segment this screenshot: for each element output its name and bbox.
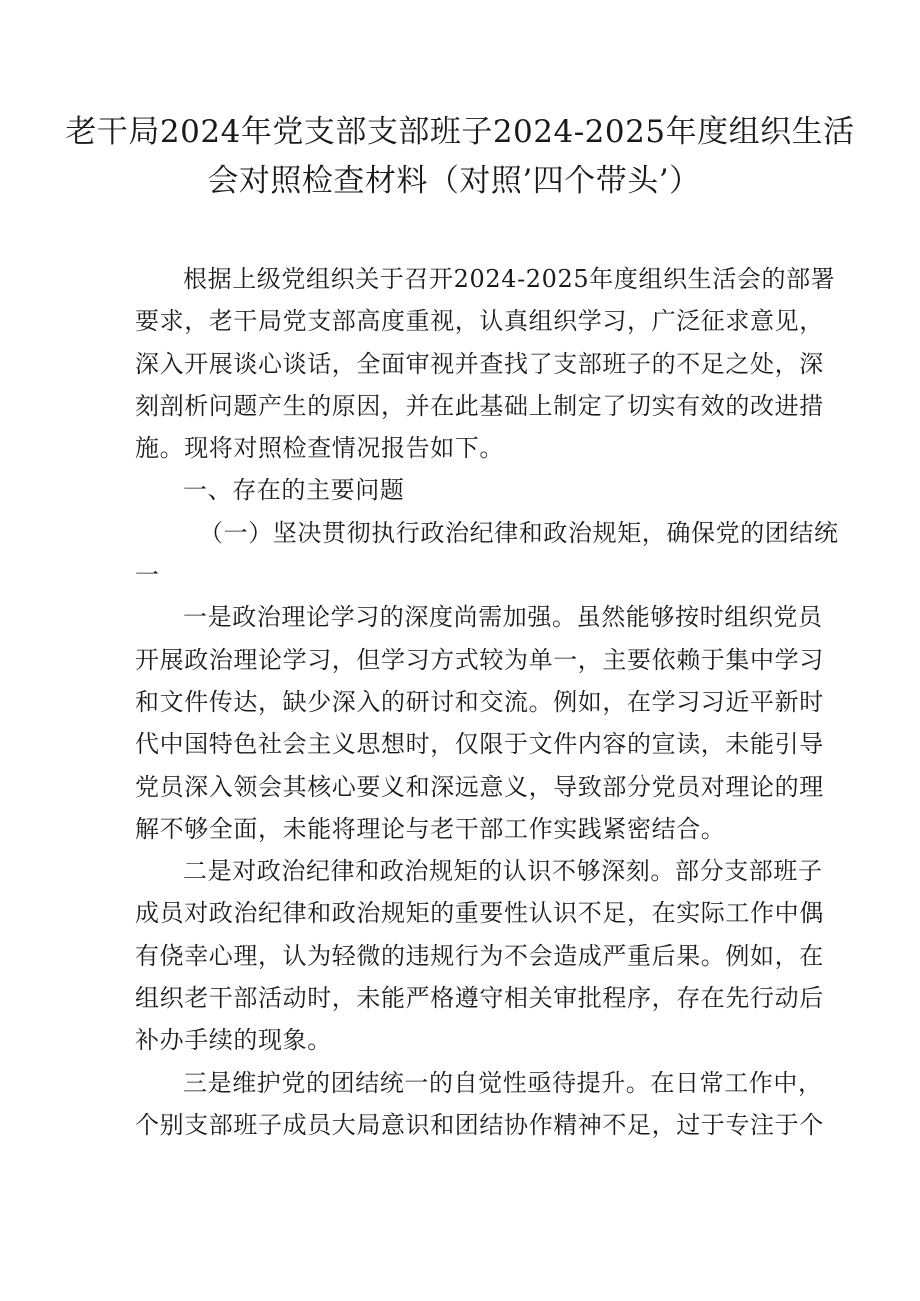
paragraph-line: 施。现将对照检查情况报告如下。 xyxy=(135,434,504,463)
paragraph-line: 组织老干部活动时，未能严格遵守相关审批程序，存在先行动后 xyxy=(135,984,824,1013)
paragraph-line: 三是维护党的团结统一的自觉性亟待提升。在日常工作中， xyxy=(183,1068,823,1097)
paragraph-line: 要求，老干局党支部高度重视，认真组织学习，广泛征求意见， xyxy=(135,307,824,336)
paragraph-line: 补办手续的现象。 xyxy=(135,1026,332,1055)
section-heading: 一、存在的主要问题 xyxy=(183,476,405,505)
paragraph-line: 成员对政治纪律和政治规矩的重要性认识不足，在实际工作中偶 xyxy=(135,899,824,928)
paragraph-line: 代中国特色社会主义思想时，仅限于文件内容的宣读，未能引导 xyxy=(135,730,824,759)
paragraph-line: 解不够全面，未能将理论与老干部工作实践紧密结合。 xyxy=(135,814,726,843)
paragraph-line: 个别支部班子成员大局意识和团结协作精神不足，过于专注于个 xyxy=(135,1110,824,1139)
paragraph-line: 开展政治理论学习，但学习方式较为单一，主要依赖于集中学习 xyxy=(135,645,824,674)
document-title-line-1: 老干局2024年党支部支部班子2024-2025年度组织生活 xyxy=(65,114,855,150)
paragraph-line: 党员深入领会其核心要义和深远意义，导致部分党员对理论的理 xyxy=(135,772,824,801)
paragraph-line: 和文件传达，缺少深入的研讨和交流。例如，在学习习近平新时 xyxy=(135,687,824,716)
paragraph-line: 有侥幸心理，认为轻微的违规行为不会造成严重后果。例如，在 xyxy=(135,941,824,970)
paragraph-line: 二是对政治纪律和政治规矩的认识不够深刻。部分支部班子 xyxy=(183,857,823,886)
paragraph-line: 根据上级党组织关于召开2024-2025年度组织生活会的部署 xyxy=(183,265,836,293)
paragraph-line: 一是政治理论学习的深度尚需加强。虽然能够按时组织党员 xyxy=(183,603,823,632)
subsection-heading: （一）坚决贯彻执行政治纪律和政治规矩，确保党的团结统 xyxy=(199,518,839,547)
paragraph-line: 刻剖析问题产生的原因，并在此基础上制定了切实有效的改进措 xyxy=(135,391,824,420)
document-title-line-2: 会对照检查材料（对照’四个带头’） xyxy=(207,163,701,199)
paragraph-line: 深入开展谈心谈话，全面审视并查找了支部班子的不足之处，深 xyxy=(135,349,824,378)
document-body xyxy=(135,258,839,1146)
subsection-heading-continued: 一 xyxy=(135,561,160,590)
